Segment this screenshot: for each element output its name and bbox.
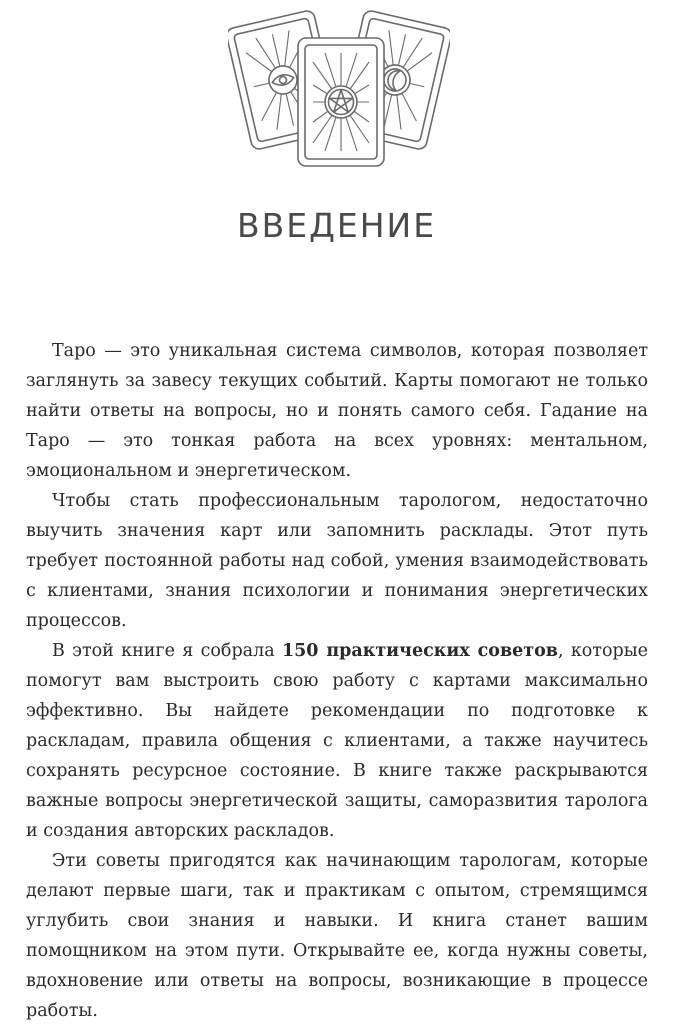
paragraph-1 xyxy=(26,336,648,486)
paragraph-text: Эти советы пригодятся как начинающим тарологам, которые делают первые шаги, так и практикам с опытом, стремящимся углубить свои знания и навыки. И книга станет вашим помощником на этом пути. Открывайте ее, когда нужны советы, вдохновение или ответы на вопросы, возникающие в процессе работы. xyxy=(26,851,648,1021)
chapter-title: ВВЕДЕНИЕ xyxy=(236,206,437,245)
paragraph-text: Чтобы стать профессиональным тарологом, недостаточно выучить значения карт или запомнить расклады. Этот путь требует постоянной работы над собой, умения взаимодействовать с клиентами, знания психологии и понимания энергетических процессов. xyxy=(26,491,648,631)
body-text xyxy=(26,336,648,1026)
pentagram-icon xyxy=(325,86,357,118)
highlight-text: 150 практических советов xyxy=(281,641,558,661)
tarot-card-center xyxy=(298,38,384,166)
paragraph-3 xyxy=(26,636,648,846)
paragraph-4 xyxy=(26,846,648,1026)
paragraph-text: Таро — это уникальная система символов, которая позволяет заглянуть за завесу текущих событий. Карты помогают не только найти ответы на вопросы, но и понять самого себя. Гадание на Таро — это тонкая работа на всех уровнях: ментальном, эмоциональном и энергетическом. xyxy=(26,341,648,481)
paragraph-text: , которые помогут вам выстроить свою работу с картами максимально эффективно. Вы найдете рекомендации по подготовке к раскладам, правила общения с клиентами, а также научитесь сохранять ресурсное состояние. В книге также раскрываются важные вопросы энергетической защиты, саморазвития таролога и создания авторских раскладов. xyxy=(26,641,648,841)
tarot-cards-illustration xyxy=(228,0,450,172)
paragraph-2 xyxy=(26,486,648,636)
tarot-cards-svg xyxy=(228,0,450,172)
paragraph-text: В этой книге я собрала xyxy=(52,641,282,661)
